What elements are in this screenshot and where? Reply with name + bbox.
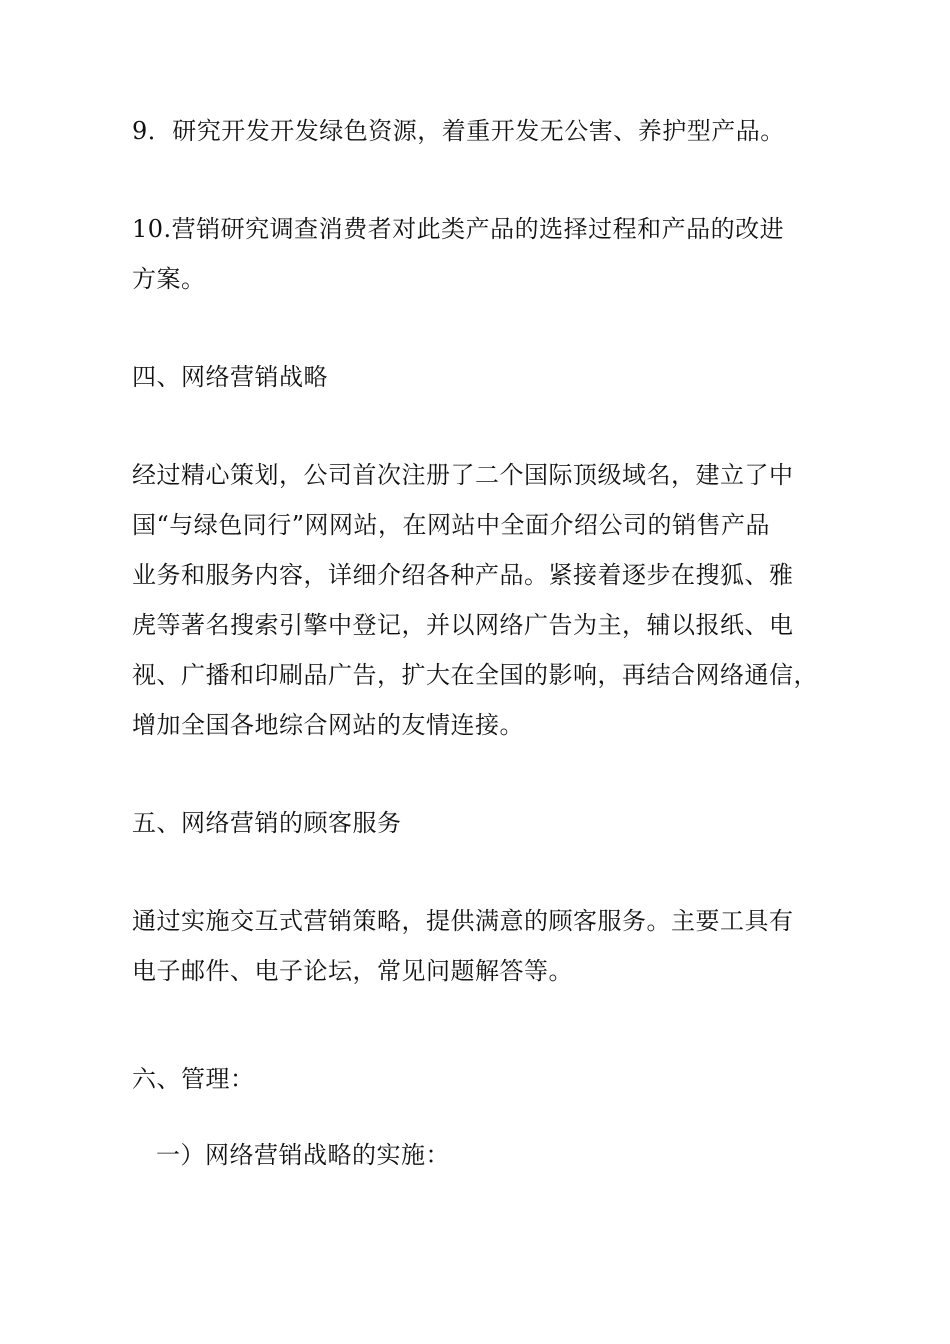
subsection-1-heading: 一）网络营销战略的实施： xyxy=(156,1141,450,1169)
list-item-10-line-1: 10.营销研究调查消费者对此类产品的选择过程和产品的改进 xyxy=(132,215,785,243)
section-4-paragraph-line: 业务和服务内容，详细介绍各种产品。紧接着逐步在搜狐、雅 xyxy=(132,561,794,589)
section-4-heading: 四、网络营销战略 xyxy=(132,363,328,391)
list-item-9: 9．研究开发开发绿色资源，着重开发无公害、养护型产品。 xyxy=(132,117,785,145)
section-4-paragraph-line: 虎等著名搜索引擎中登记，并以网络广告为主，辅以报纸、电 xyxy=(132,611,794,639)
section-4-paragraph-line: 经过精心策划，公司首次注册了二个国际顶级域名，建立了中 xyxy=(132,461,794,489)
section-4-paragraph-line: 国“与绿色同行”网网站，在网站中全面介绍公司的销售产品 xyxy=(132,511,771,539)
section-5-paragraph-line: 电子邮件、电子论坛，常见问题解答等。 xyxy=(132,957,573,985)
section-5-paragraph-line: 通过实施交互式营销策略，提供满意的顾客服务。主要工具有 xyxy=(132,907,794,935)
section-5-heading: 五、网络营销的顾客服务 xyxy=(132,809,402,837)
section-4-paragraph-line: 增加全国各地综合网站的友情连接。 xyxy=(132,711,524,739)
list-item-10-line-2: 方案。 xyxy=(132,265,206,293)
section-6-heading: 六、管理： xyxy=(132,1065,255,1093)
section-4-paragraph-line: 视、广播和印刷品广告，扩大在全国的影响，再结合网络通信， xyxy=(132,661,818,689)
